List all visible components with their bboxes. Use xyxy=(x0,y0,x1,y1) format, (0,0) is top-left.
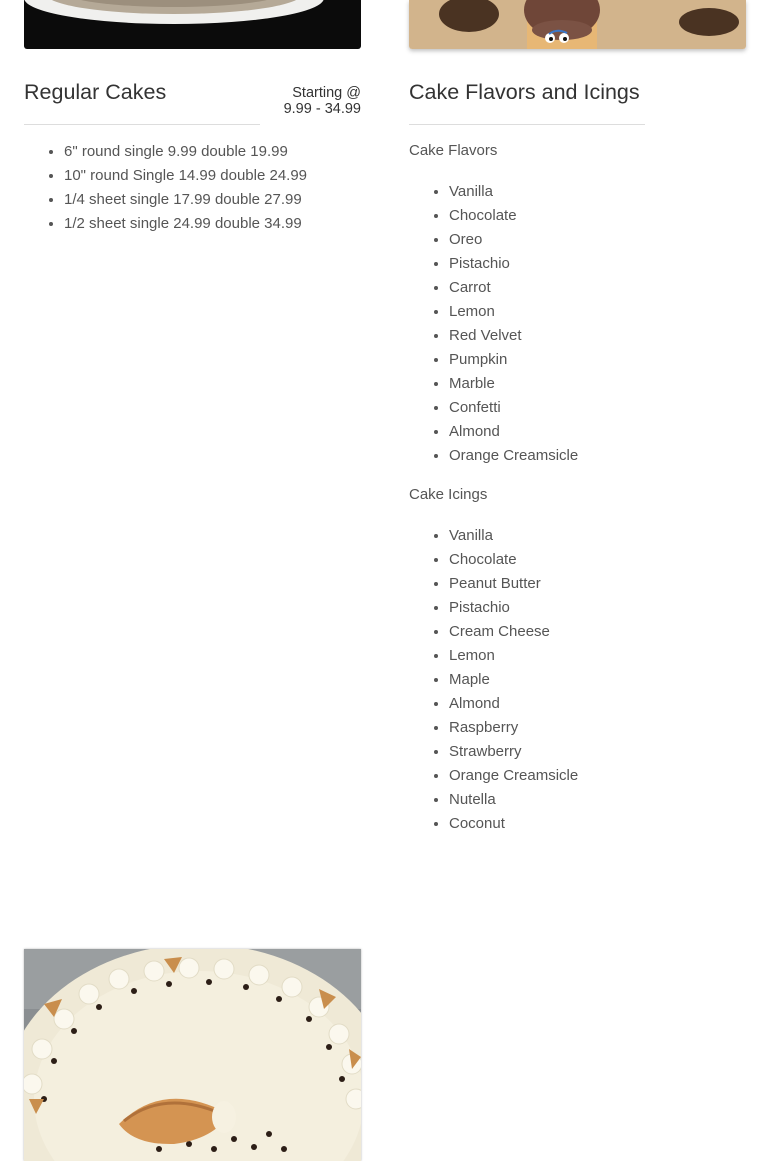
flavors-label: Cake Flavors xyxy=(409,142,498,159)
list-item: • 6" round single 9.99 double 19.99 xyxy=(64,140,307,164)
list-item: • Lemon xyxy=(449,644,578,668)
list-item: • Raspberry xyxy=(449,716,578,740)
list-item: • Red Velvet xyxy=(449,324,578,348)
list-item: • Confetti xyxy=(449,396,578,420)
list-item: • Vanilla xyxy=(449,524,578,548)
list-item: • Chocolate xyxy=(449,548,578,572)
list-item: • Marble xyxy=(449,372,578,396)
list-item: • 10" round Single 14.99 double 24.99 xyxy=(64,164,307,188)
list-item: • Peanut Butter xyxy=(449,572,578,596)
list-item: • Pistachio xyxy=(449,596,578,620)
list-item: • Vanilla xyxy=(449,180,578,204)
list-item: • Strawberry xyxy=(449,740,578,764)
list-item: • Nutella xyxy=(449,788,578,812)
list-item: • Coconut xyxy=(449,812,578,836)
list-item: • Maple xyxy=(449,668,578,692)
heading-divider xyxy=(24,124,260,125)
icings-label: Cake Icings xyxy=(409,486,488,503)
list-item: • Carrot xyxy=(449,276,578,300)
regular-cakes-list xyxy=(24,140,307,236)
heading-divider xyxy=(409,124,645,125)
list-item: • Lemon xyxy=(449,300,578,324)
list-item: • Oreo xyxy=(449,228,578,252)
price-prefix: Starting @ xyxy=(292,85,361,101)
cake-photo-regular[interactable] xyxy=(24,0,361,49)
list-item: • 1/4 sheet single 17.99 double 27.99 xyxy=(64,188,307,212)
list-item: • Almond xyxy=(449,692,578,716)
list-item: • Almond xyxy=(449,420,578,444)
price-value: 9.99 - 34.99 xyxy=(283,101,361,117)
list-item: • Orange Creamsicle xyxy=(449,444,578,468)
list-item: • 1/2 sheet single 24.99 double 34.99 xyxy=(64,212,307,236)
flavors-icings-title: Cake Flavors and Icings xyxy=(409,80,640,104)
regular-cakes-title: Regular Cakes xyxy=(24,80,167,104)
flavors-list xyxy=(409,180,578,468)
list-item: • Pistachio xyxy=(449,252,578,276)
list-item: • Chocolate xyxy=(449,204,578,228)
cannoli-cake-photo[interactable] xyxy=(24,949,361,1161)
list-item: • Pumpkin xyxy=(449,348,578,372)
cupcake-photo[interactable] xyxy=(409,0,746,49)
price-range xyxy=(284,85,361,117)
icings-list xyxy=(409,524,578,836)
list-item: • Orange Creamsicle xyxy=(449,764,578,788)
list-item: • Cream Cheese xyxy=(449,620,578,644)
